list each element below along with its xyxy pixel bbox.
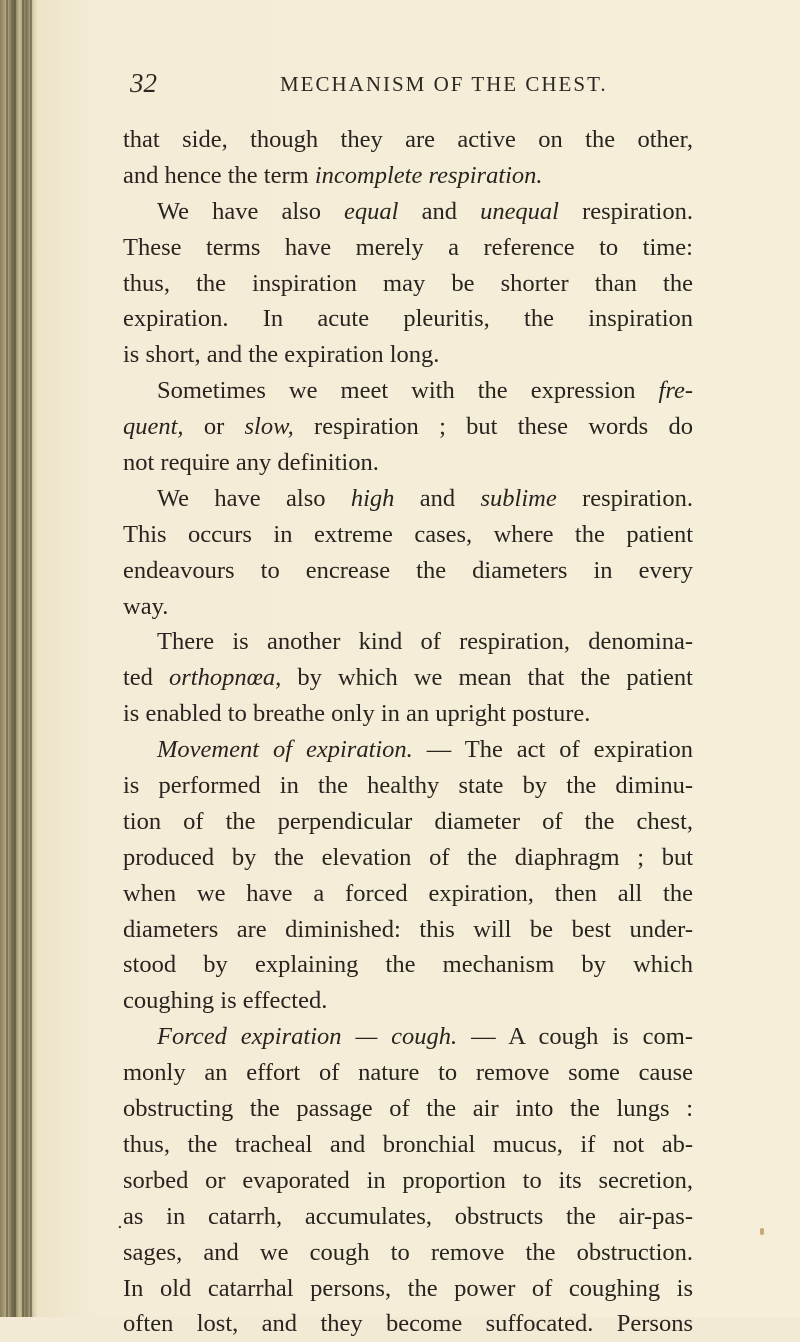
- text-run: sorbed or evaporated in proportion to its secretion,: [123, 1166, 693, 1194]
- margin-mark: .: [117, 1212, 123, 1233]
- text-line: [123, 768, 693, 804]
- italic-term: quent,: [123, 413, 184, 441]
- text-run: as in catarrh, accumulates, obstructs the air-pas-: [123, 1202, 693, 1230]
- text-line: [123, 876, 693, 912]
- text-line: [123, 804, 693, 840]
- text-run: respiration.: [556, 484, 693, 512]
- text-line: [123, 517, 693, 553]
- text-run: These terms have merely a reference to time:: [123, 233, 693, 261]
- text-line: [123, 1055, 693, 1091]
- text-run: We have also: [157, 484, 351, 512]
- text-run: and hence the term: [123, 161, 315, 189]
- text-line: [123, 1091, 693, 1127]
- text-line: [123, 732, 693, 768]
- text-run: or: [183, 413, 245, 441]
- text-run: way.: [123, 592, 169, 620]
- text-run: and: [398, 197, 481, 225]
- text-line: [123, 947, 693, 983]
- text-line: [123, 1127, 693, 1163]
- text-line: [123, 840, 693, 876]
- page-header: [130, 68, 650, 98]
- text-run: often lost, and they become suffocated. Persons: [123, 1310, 693, 1338]
- text-run: We have also: [157, 197, 345, 225]
- text-run: respiration ; but these words do: [293, 413, 693, 441]
- text-run: — A cough is com-: [457, 1023, 693, 1051]
- text-run: In old catarrhal persons, the power of coughing is: [123, 1274, 693, 1302]
- text-line: [123, 1271, 693, 1307]
- text-run: is short, and the expiration long.: [123, 341, 440, 369]
- italic-term: incomplete respiration.: [314, 161, 543, 189]
- spine-line: [6, 0, 8, 1317]
- text-run: This occurs in extreme cases, where the patient: [123, 520, 693, 548]
- italic-term: orthopnœa,: [168, 664, 282, 692]
- italic-term: high: [350, 484, 395, 512]
- text-run: thus, the inspiration may be shorter than the: [123, 269, 693, 297]
- paper-blemish: [760, 1228, 764, 1235]
- text-line: [123, 1306, 693, 1342]
- text-line: [123, 983, 693, 1019]
- text-line: [123, 624, 693, 660]
- running-head: MECHANISM OF THE CHEST.: [280, 72, 608, 96]
- italic-term: fre-: [658, 377, 693, 405]
- italic-term: unequal: [480, 197, 559, 225]
- text-line: [123, 337, 693, 373]
- text-run: and: [394, 484, 481, 512]
- text-run: coughing is effected.: [123, 987, 328, 1015]
- text-line: [123, 122, 693, 158]
- text-line: [123, 158, 693, 194]
- text-run: monly an effort of nature to remove some cause: [123, 1059, 693, 1087]
- text-run: endeavours to encrease the diameters in every: [123, 556, 693, 584]
- text-run: diameters are diminished: this will be best under-: [123, 915, 693, 943]
- text-run: sages, and we cough to remove the obstruction.: [123, 1238, 693, 1266]
- text-line: [123, 1163, 693, 1199]
- text-line: [123, 194, 693, 230]
- text-run: Sometimes we meet with the expression: [157, 377, 659, 405]
- text-line: [123, 912, 693, 948]
- text-line: [123, 481, 693, 517]
- text-line: [123, 553, 693, 589]
- spine-line: [14, 0, 16, 1317]
- text-run: obstructing the passage of the air into the lungs :: [123, 1095, 693, 1123]
- text-run: tion of the perpendicular diameter of the chest,: [123, 807, 693, 835]
- text-line: [123, 696, 693, 732]
- text-run: that side, though they are active on the other,: [123, 126, 693, 153]
- text-line: [123, 230, 693, 266]
- italic-term: Forced expiration — cough.: [157, 1023, 458, 1051]
- text-line: [123, 1199, 693, 1235]
- text-line: [123, 301, 693, 337]
- text-run: stood by explaining the mechanism by which: [123, 951, 693, 979]
- spine-line: [22, 0, 24, 1317]
- text-run: not require any definition.: [123, 449, 379, 477]
- text-run: is enabled to breathe only in an upright posture.: [123, 700, 591, 728]
- text-line: [123, 373, 693, 409]
- book-spine-shadow: [0, 0, 38, 1317]
- text-line: [123, 1235, 693, 1271]
- text-line: [123, 266, 693, 302]
- text-run: expiration. In acute pleuritis, the inspiration: [123, 305, 693, 333]
- text-run: thus, the tracheal and bronchial mucus, if not ab-: [123, 1130, 693, 1158]
- text-run: respiration.: [559, 197, 693, 225]
- page-number: 32: [130, 68, 157, 98]
- text-run: by which we mean that the patient: [281, 664, 693, 692]
- text-run: when we have a forced expiration, then all the: [123, 879, 693, 907]
- italic-term: sublime: [480, 484, 557, 512]
- text-run: is performed in the healthy state by the diminu-: [123, 772, 693, 800]
- text-line: [123, 445, 693, 481]
- text-line: [123, 589, 693, 625]
- text-run: ted: [123, 664, 169, 692]
- text-line: [123, 660, 693, 696]
- italic-term: equal: [344, 197, 399, 225]
- italic-term: Movement of expiration.: [157, 736, 413, 764]
- italic-term: slow,: [244, 413, 294, 441]
- text-line: [123, 409, 693, 445]
- text-run: There is another kind of respiration, denomina-: [157, 628, 693, 656]
- text-line: [123, 1019, 693, 1055]
- spine-line: [30, 0, 32, 1317]
- text-run: — The act of expiration: [412, 736, 693, 764]
- body-text: [123, 122, 693, 1342]
- text-run: produced by the elevation of the diaphragm ; but: [123, 843, 693, 871]
